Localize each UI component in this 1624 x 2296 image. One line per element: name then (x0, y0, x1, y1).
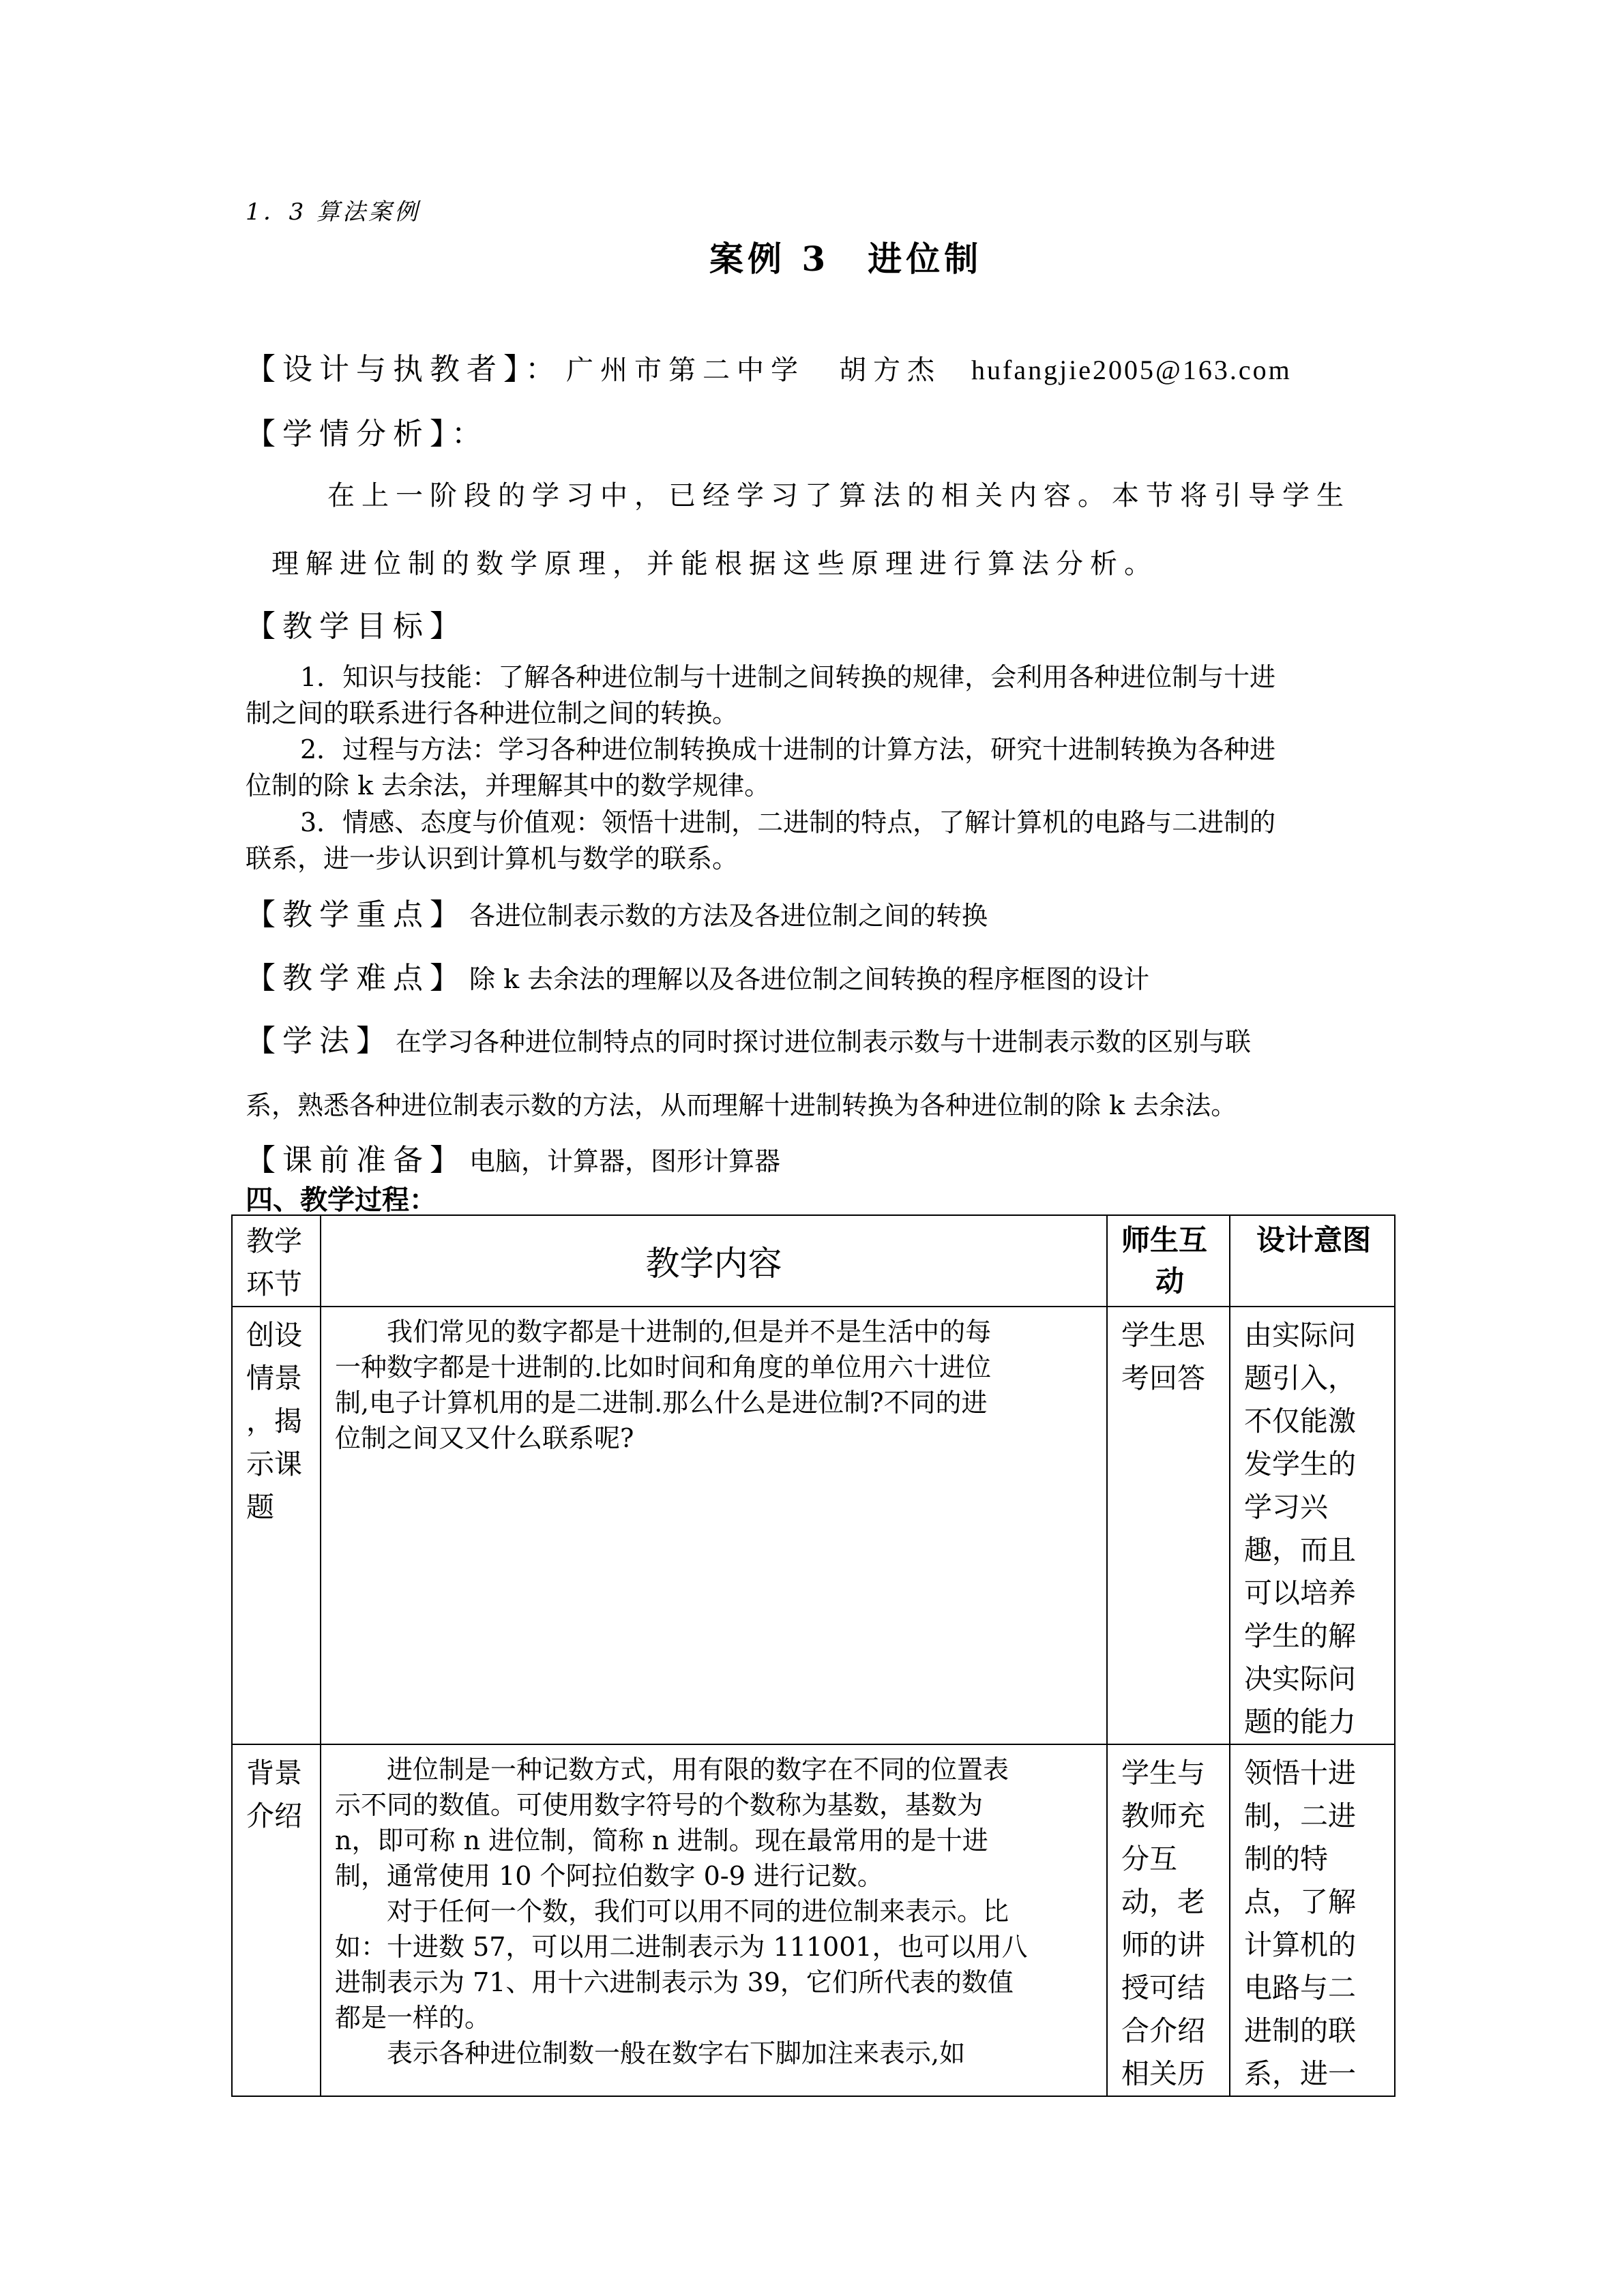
key-points-label: 【教学重点】 (246, 897, 467, 932)
goals-line-3: 2．过程与方法：学习各种进位制转换成十进制的计算方法，研究十进制转换为各种进 (300, 734, 1276, 764)
intent-line: 进制的联 (1244, 2014, 1356, 2047)
row1-content (321, 1307, 1107, 1744)
row2-interaction (1107, 1744, 1230, 2096)
stage-line: ，揭 (246, 1405, 302, 1437)
header-interaction-line: 师生互 (1121, 1223, 1208, 1257)
goals-line-1: 1．知识与技能：了解各种进位制与十进制之间转换的规律，会利用各种进位制与十进 (300, 662, 1276, 692)
stage-line: 题 (246, 1491, 274, 1523)
intent-line: 系，进一 (1244, 2057, 1356, 2090)
designer-label: 【设计与执教者】： (246, 352, 562, 387)
intent-line: 制的特 (1244, 1843, 1328, 1875)
analysis-label: 【学情分析】： (246, 417, 488, 451)
difficulties-label: 【教学难点】 (246, 961, 467, 996)
table-row (232, 1307, 1395, 1744)
interaction-line: 教师充 (1121, 1800, 1205, 1832)
method-line-1 (246, 1016, 1251, 1060)
interaction-line: 相关历 (1121, 2057, 1205, 2090)
interaction-line: 学生思 (1121, 1319, 1205, 1352)
intent-line: 学生的解 (1244, 1620, 1356, 1652)
process-table (231, 1214, 1396, 2097)
stage-line: 创设 (246, 1319, 302, 1352)
intent-line: 学习兴 (1244, 1491, 1328, 1523)
stage-line: 介绍 (246, 1800, 302, 1832)
content-line: 如：十进数 57，可以用二进制表示为 111001，也可以用八 (335, 1932, 1028, 1962)
intent-line: 计算机的 (1244, 1928, 1356, 1961)
interaction-line: 授可结 (1121, 1971, 1205, 2004)
header-intent (1230, 1215, 1395, 1307)
key-points-value: 各进位制表示数的方法及各进位制之间的转换 (469, 901, 988, 931)
content-line: 示不同的数值。可使用数字符号的个数称为基数，基数为 (335, 1790, 984, 1820)
interaction-line: 考回答 (1121, 1362, 1205, 1395)
intent-line: 决实际问 (1244, 1663, 1356, 1695)
method-label: 【学法】 (246, 1024, 393, 1058)
page-title: 案例 3 进位制 (709, 239, 983, 279)
method-line-2: 系，熟悉各种进位制表示数的方法，从而理解十进制转换为各种进位制的除 k 去余法。 (246, 1090, 1237, 1120)
row1-stage (232, 1307, 321, 1744)
header-stage-line: 教学 (246, 1225, 302, 1257)
content-line: 制，通常使用 10 个阿拉伯数字 0-9 进行记数。 (335, 1861, 883, 1891)
interaction-line: 动，老 (1121, 1885, 1205, 1918)
header-content (321, 1215, 1107, 1307)
intent-line: 题的能力 (1244, 1705, 1356, 1738)
header-intent-label: 设计意图 (1256, 1223, 1372, 1257)
preparation-label: 【课前准备】 (246, 1143, 467, 1178)
header-stage-line: 环节 (246, 1268, 302, 1300)
intent-line: 由实际问 (1244, 1319, 1356, 1352)
row1-interaction (1107, 1307, 1230, 1744)
designer-email: hufangjie2005@163.com (971, 355, 1292, 385)
key-points-line (246, 890, 988, 934)
interaction-line: 分互 (1121, 1843, 1177, 1875)
content-line: 表示各种进位制数一般在数字右下脚加注来表示,如 (335, 2038, 966, 2068)
intent-line: 趣，而且 (1244, 1534, 1356, 1566)
method-text-1: 在学习各种进位制特点的同时探讨进位制表示数与十进制表示数的区别与联 (396, 1027, 1252, 1057)
analysis-line-2: 理解进位制的数学原理，并能根据这些原理进行算法分析。 (271, 548, 1158, 580)
table-row (232, 1744, 1395, 2096)
content-line: 对于任何一个数，我们可以用不同的进位制来表示。比 (335, 1896, 1009, 1926)
intent-line: 可以培养 (1244, 1577, 1356, 1609)
section-label: 1．3 算法案例 (246, 198, 421, 226)
stage-line: 背景 (246, 1757, 302, 1789)
row2-content (321, 1744, 1107, 2096)
goals-line-2: 制之间的联系进行各种进位制之间的转换。 (246, 698, 739, 728)
row2-intent (1230, 1744, 1395, 2096)
stage-line: 示课 (246, 1448, 302, 1480)
goals-line-4: 位制的除 k 去余法，并理解其中的数学规律。 (246, 771, 771, 801)
content-line: 制,电子计算机用的是二进制.那么什么是进位制?不同的进 (335, 1388, 988, 1418)
content-line: 位制之间又又什么联系呢? (335, 1423, 634, 1453)
content-line: 进位制是一种记数方式，用有限的数字在不同的位置表 (335, 1755, 1009, 1785)
content-line: n，即可称 n 进位制，简称 n 进制。现在最常用的是十进 (335, 1825, 988, 1855)
header-interaction-line: 动 (1155, 1264, 1185, 1298)
table-header-row (232, 1215, 1395, 1307)
header-stage (232, 1215, 321, 1307)
content-line: 一种数字都是十进制的.比如时间和角度的单位用六十进位 (335, 1352, 992, 1382)
process-heading: 四、教学过程： (246, 1184, 437, 1216)
goals-line-6: 联系，进一步认识到计算机与数学的联系。 (246, 844, 739, 874)
intent-line: 制，二进 (1244, 1800, 1356, 1832)
interaction-line: 学生与 (1121, 1757, 1205, 1789)
intent-line: 电路与二 (1244, 1971, 1356, 2004)
content-line: 进制表示为 71、用十六进制表示为 39，它们所代表的数值 (335, 1967, 1014, 1997)
designer-value: 广州市第二中学 胡方杰 (566, 355, 941, 386)
interaction-line: 合介绍 (1121, 2014, 1205, 2047)
row2-stage (232, 1744, 321, 2096)
goals-line-5: 3．情感、态度与价值观：领悟十进制，二进制的特点，了解计算机的电路与二进制的 (300, 807, 1276, 837)
content-line: 我们常见的数字都是十进制的,但是并不是生活中的每 (335, 1317, 992, 1347)
preparation-line (246, 1135, 780, 1179)
stage-line: 情景 (246, 1362, 302, 1395)
intent-line: 题引入， (1244, 1362, 1356, 1395)
intent-line: 领悟十进 (1244, 1757, 1356, 1789)
header-content-label: 教学内容 (645, 1244, 782, 1283)
content-line: 都是一样的。 (335, 2003, 491, 2033)
goals-label: 【教学目标】 (246, 609, 467, 644)
preparation-value: 电脑，计算器，图形计算器 (469, 1146, 781, 1176)
interaction-line: 师的讲 (1121, 1928, 1205, 1961)
intent-line: 不仅能激 (1244, 1405, 1356, 1437)
intent-line: 点，了解 (1244, 1885, 1356, 1918)
difficulties-value: 除 k 去余法的理解以及各进位制之间转换的程序框图的设计 (469, 964, 1150, 994)
analysis-line-1: 在上一阶段的学习中，已经学习了算法的相关内容。本节将引导学生 (327, 480, 1350, 511)
designer-line (246, 344, 1292, 388)
header-interaction (1107, 1215, 1230, 1307)
difficulties-line (246, 953, 1149, 997)
intent-line: 发学生的 (1244, 1448, 1356, 1480)
row1-intent (1230, 1307, 1395, 1744)
